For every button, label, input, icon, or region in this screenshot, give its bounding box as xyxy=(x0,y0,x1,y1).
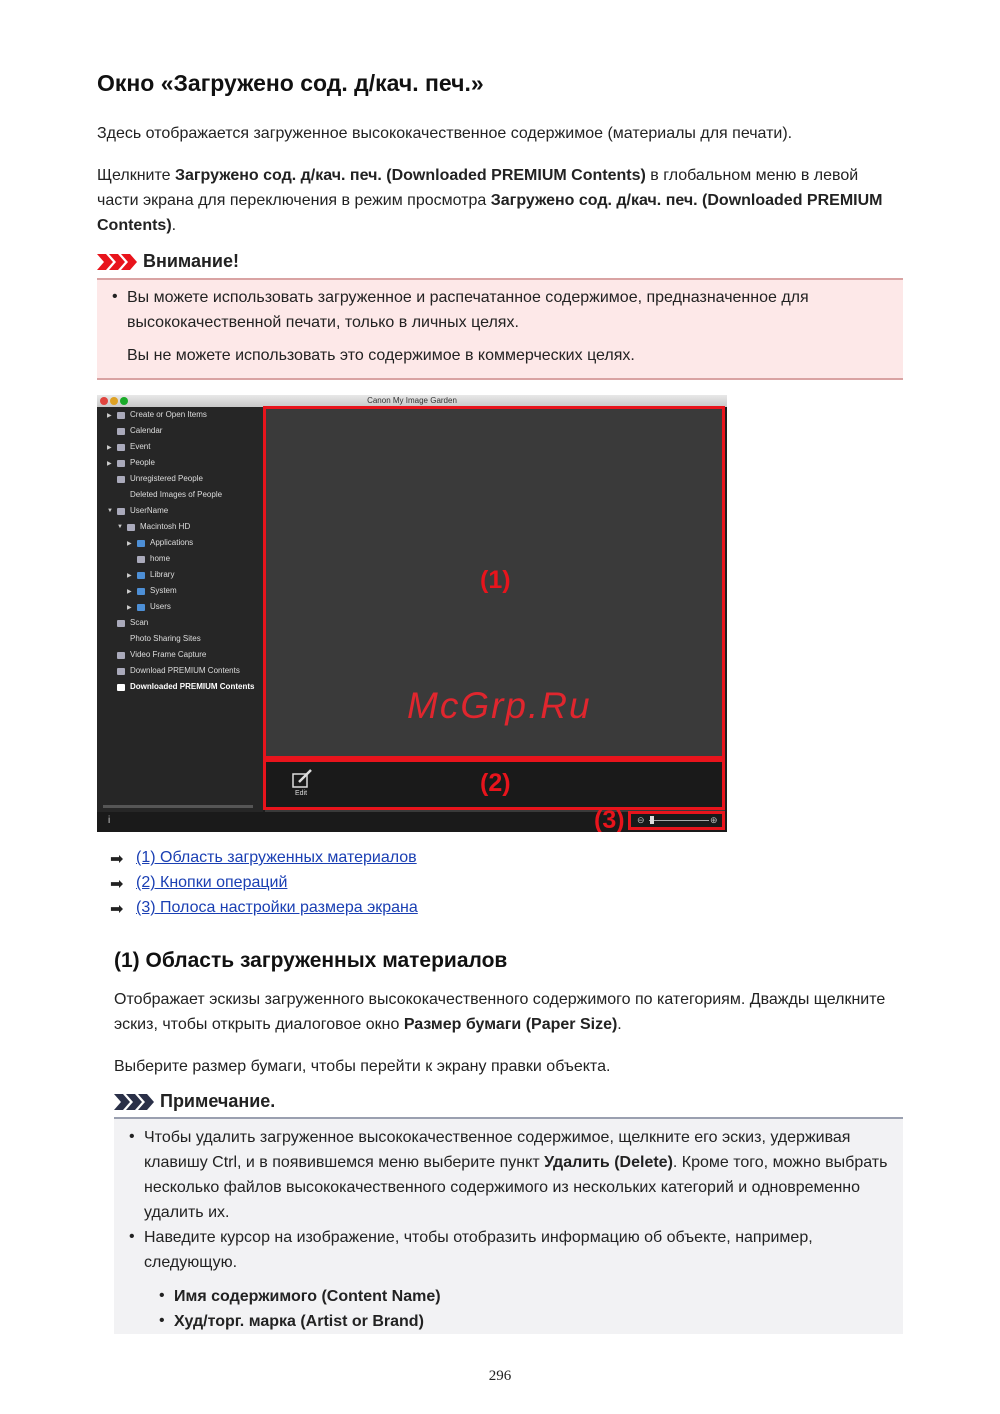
note-subitem: Худ/торг. марка (Artist or Brand) xyxy=(174,1313,424,1330)
expand-arrow-icon[interactable]: ▶ xyxy=(107,413,112,419)
view-name-bold: Загружено сод. д/кач. печ. (Downloaded PREMIUM Contents) xyxy=(97,192,883,234)
bullet: • xyxy=(129,1228,135,1245)
expand-arrow-icon[interactable]: ▶ xyxy=(127,541,132,547)
watermark: McGrp.Ru xyxy=(407,685,592,726)
note-item xyxy=(144,1125,894,1225)
scan-icon xyxy=(117,620,125,627)
attention-header xyxy=(97,250,903,278)
note-subitem: Имя содержимого (Content Name) xyxy=(174,1288,441,1305)
bullet: • xyxy=(159,1312,165,1329)
app-screenshot xyxy=(97,395,727,832)
sidebar-item-unregistered-people[interactable]: Unregistered People xyxy=(130,474,203,483)
sidebar-item-event[interactable]: Event xyxy=(130,442,151,451)
section-paragraph-2: Выберите размер бумаги, чтобы перейти к экрану правки объекта. xyxy=(114,1058,611,1075)
attention-item-cont: Вы не можете использовать это содержимое в коммерческих целях. xyxy=(127,347,635,364)
unregistered-people-icon xyxy=(117,476,125,483)
sidebar-item-download-premium[interactable]: Download PREMIUM Contents xyxy=(130,666,240,675)
expand-arrow-icon[interactable]: ▶ xyxy=(107,445,112,451)
global-menu-sidebar xyxy=(97,407,263,812)
dialog-name-bold: Размер бумаги (Paper Size) xyxy=(403,1016,618,1033)
sidebar-item-username[interactable]: UserName xyxy=(130,506,169,515)
area-label-3: (3) xyxy=(594,806,625,832)
bullet: • xyxy=(129,1128,135,1145)
window-title: Canon My Image Garden xyxy=(367,396,457,405)
sidebar-item-applications[interactable]: Applications xyxy=(150,538,194,547)
menu-item-bold: Удалить (Delete) xyxy=(544,1154,673,1171)
expand-arrow-icon[interactable]: ▶ xyxy=(127,573,132,579)
area-label-2: (2) xyxy=(480,769,511,797)
folder-icon xyxy=(137,588,145,595)
screen-size-bar xyxy=(628,811,725,830)
size-slider-thumb[interactable] xyxy=(650,816,654,824)
intro-paragraph: Здесь отображается загруженное высококачественное содержимое (материалы для печати). xyxy=(97,125,793,142)
text-span: Щелкните xyxy=(97,167,175,184)
section-heading: (1) Область загруженных материалов xyxy=(114,949,508,972)
expand-arrow-icon[interactable]: ▶ xyxy=(127,605,132,611)
download-icon xyxy=(117,668,125,675)
folder-icon xyxy=(137,604,145,611)
attention-arrows-icon xyxy=(97,253,139,271)
edit-icon[interactable] xyxy=(291,768,315,790)
note-item: Наведите курсор на изображение, чтобы отобразить информацию об объекте, например, следующую. xyxy=(144,1229,813,1271)
attention-item: Вы можете использовать загруженное и распечатанное содержимое, предназначенное для высококачественной печати, только в личных целях. xyxy=(127,289,809,331)
folder-icon xyxy=(117,684,125,691)
collapse-arrow-icon[interactable]: ▼ xyxy=(107,508,113,514)
text-span: . xyxy=(617,1016,622,1033)
sidebar-item-video-capture[interactable]: Video Frame Capture xyxy=(130,650,207,659)
zoom-in-icon[interactable]: ⊕ xyxy=(710,815,718,825)
section-paragraph xyxy=(114,987,903,1037)
computer-icon xyxy=(117,508,125,515)
sidebar-scrollbar[interactable] xyxy=(103,805,253,808)
right-arrow-icon: ➡ xyxy=(110,851,124,868)
collapse-arrow-icon[interactable]: ▼ xyxy=(117,524,123,530)
sidebar-item-system[interactable]: System xyxy=(150,586,177,595)
folder-icon xyxy=(137,540,145,547)
edit-button-label[interactable]: Edit xyxy=(295,790,308,797)
right-arrow-icon: ➡ xyxy=(110,876,124,893)
folder-icon xyxy=(137,572,145,579)
link-materials-area[interactable]: (1) Область загруженных материалов xyxy=(136,849,417,866)
info-icon[interactable]: i xyxy=(108,815,111,826)
disk-icon xyxy=(127,524,135,531)
bullet: • xyxy=(112,288,118,305)
event-icon xyxy=(117,444,125,451)
sidebar-item-deleted-people[interactable]: Deleted Images of People xyxy=(130,490,223,499)
text-span: Чтобы удалить загруженное высококачественное содержимое, щелкните его эскиз, удерживая клавишу Ctrl, и в появившемся меню выберите пункт xyxy=(144,1129,851,1171)
sidebar-item-downloaded-premium[interactable]: Downloaded PREMIUM Contents xyxy=(130,682,255,691)
note-header xyxy=(114,1090,903,1118)
sidebar-item-scan[interactable]: Scan xyxy=(130,618,149,627)
sidebar-item-create[interactable]: Create or Open Items xyxy=(130,410,207,419)
sidebar-item-calendar[interactable]: Calendar xyxy=(130,426,163,435)
menu-name-bold: Загружено сод. д/кач. печ. (Downloaded PREMIUM Contents) xyxy=(174,167,646,184)
sidebar-item-users[interactable]: Users xyxy=(150,602,171,611)
sidebar-item-macintosh-hd[interactable]: Macintosh HD xyxy=(140,522,191,531)
text-span: в глобальном меню в левой части экрана для переключения в режим просмотра xyxy=(97,167,859,209)
people-icon xyxy=(117,460,125,467)
instruction-paragraph xyxy=(97,163,903,238)
area-label-1: (1) xyxy=(480,566,511,594)
link-operation-buttons[interactable]: (2) Кнопки операций xyxy=(136,874,288,891)
right-arrow-icon: ➡ xyxy=(110,901,124,918)
zoom-out-icon[interactable]: ⊖ xyxy=(637,815,645,825)
home-icon xyxy=(137,556,145,563)
link-screen-size-bar[interactable]: (3) Полоса настройки размера экрана xyxy=(136,899,418,916)
expand-arrow-icon[interactable]: ▶ xyxy=(127,589,132,595)
sidebar-item-library[interactable]: Library xyxy=(150,570,175,579)
create-icon xyxy=(117,412,125,419)
expand-arrow-icon[interactable]: ▶ xyxy=(107,461,112,467)
sidebar-item-photo-sharing[interactable]: Photo Sharing Sites xyxy=(130,634,201,643)
attention-box xyxy=(97,278,903,380)
text-span: . Кроме того, можно выбрать несколько файлов высококачественного содержимого из нескольких категорий и одновременно удалить их. xyxy=(144,1154,888,1221)
video-icon xyxy=(117,652,125,659)
page-number: 296 xyxy=(488,1368,512,1384)
bullet: • xyxy=(159,1287,165,1304)
size-slider-track[interactable] xyxy=(649,820,709,821)
note-arrows-icon xyxy=(114,1093,156,1111)
calendar-icon xyxy=(117,428,125,435)
note-box xyxy=(114,1117,903,1334)
note-heading: Примечание. xyxy=(160,1091,276,1111)
sidebar-item-people[interactable]: People xyxy=(130,458,155,467)
text-span: . xyxy=(171,217,177,234)
page-title: Окно «Загружено сод. д/кач. печ.» xyxy=(97,70,484,96)
attention-heading: Внимание! xyxy=(143,251,239,271)
sidebar-item-home[interactable]: home xyxy=(150,554,171,563)
text-span: Отображает эскизы загруженного высококачественного содержимого по категориям. Дважды щелкните эскиз, чтобы открыть диалоговое окно xyxy=(114,991,886,1033)
